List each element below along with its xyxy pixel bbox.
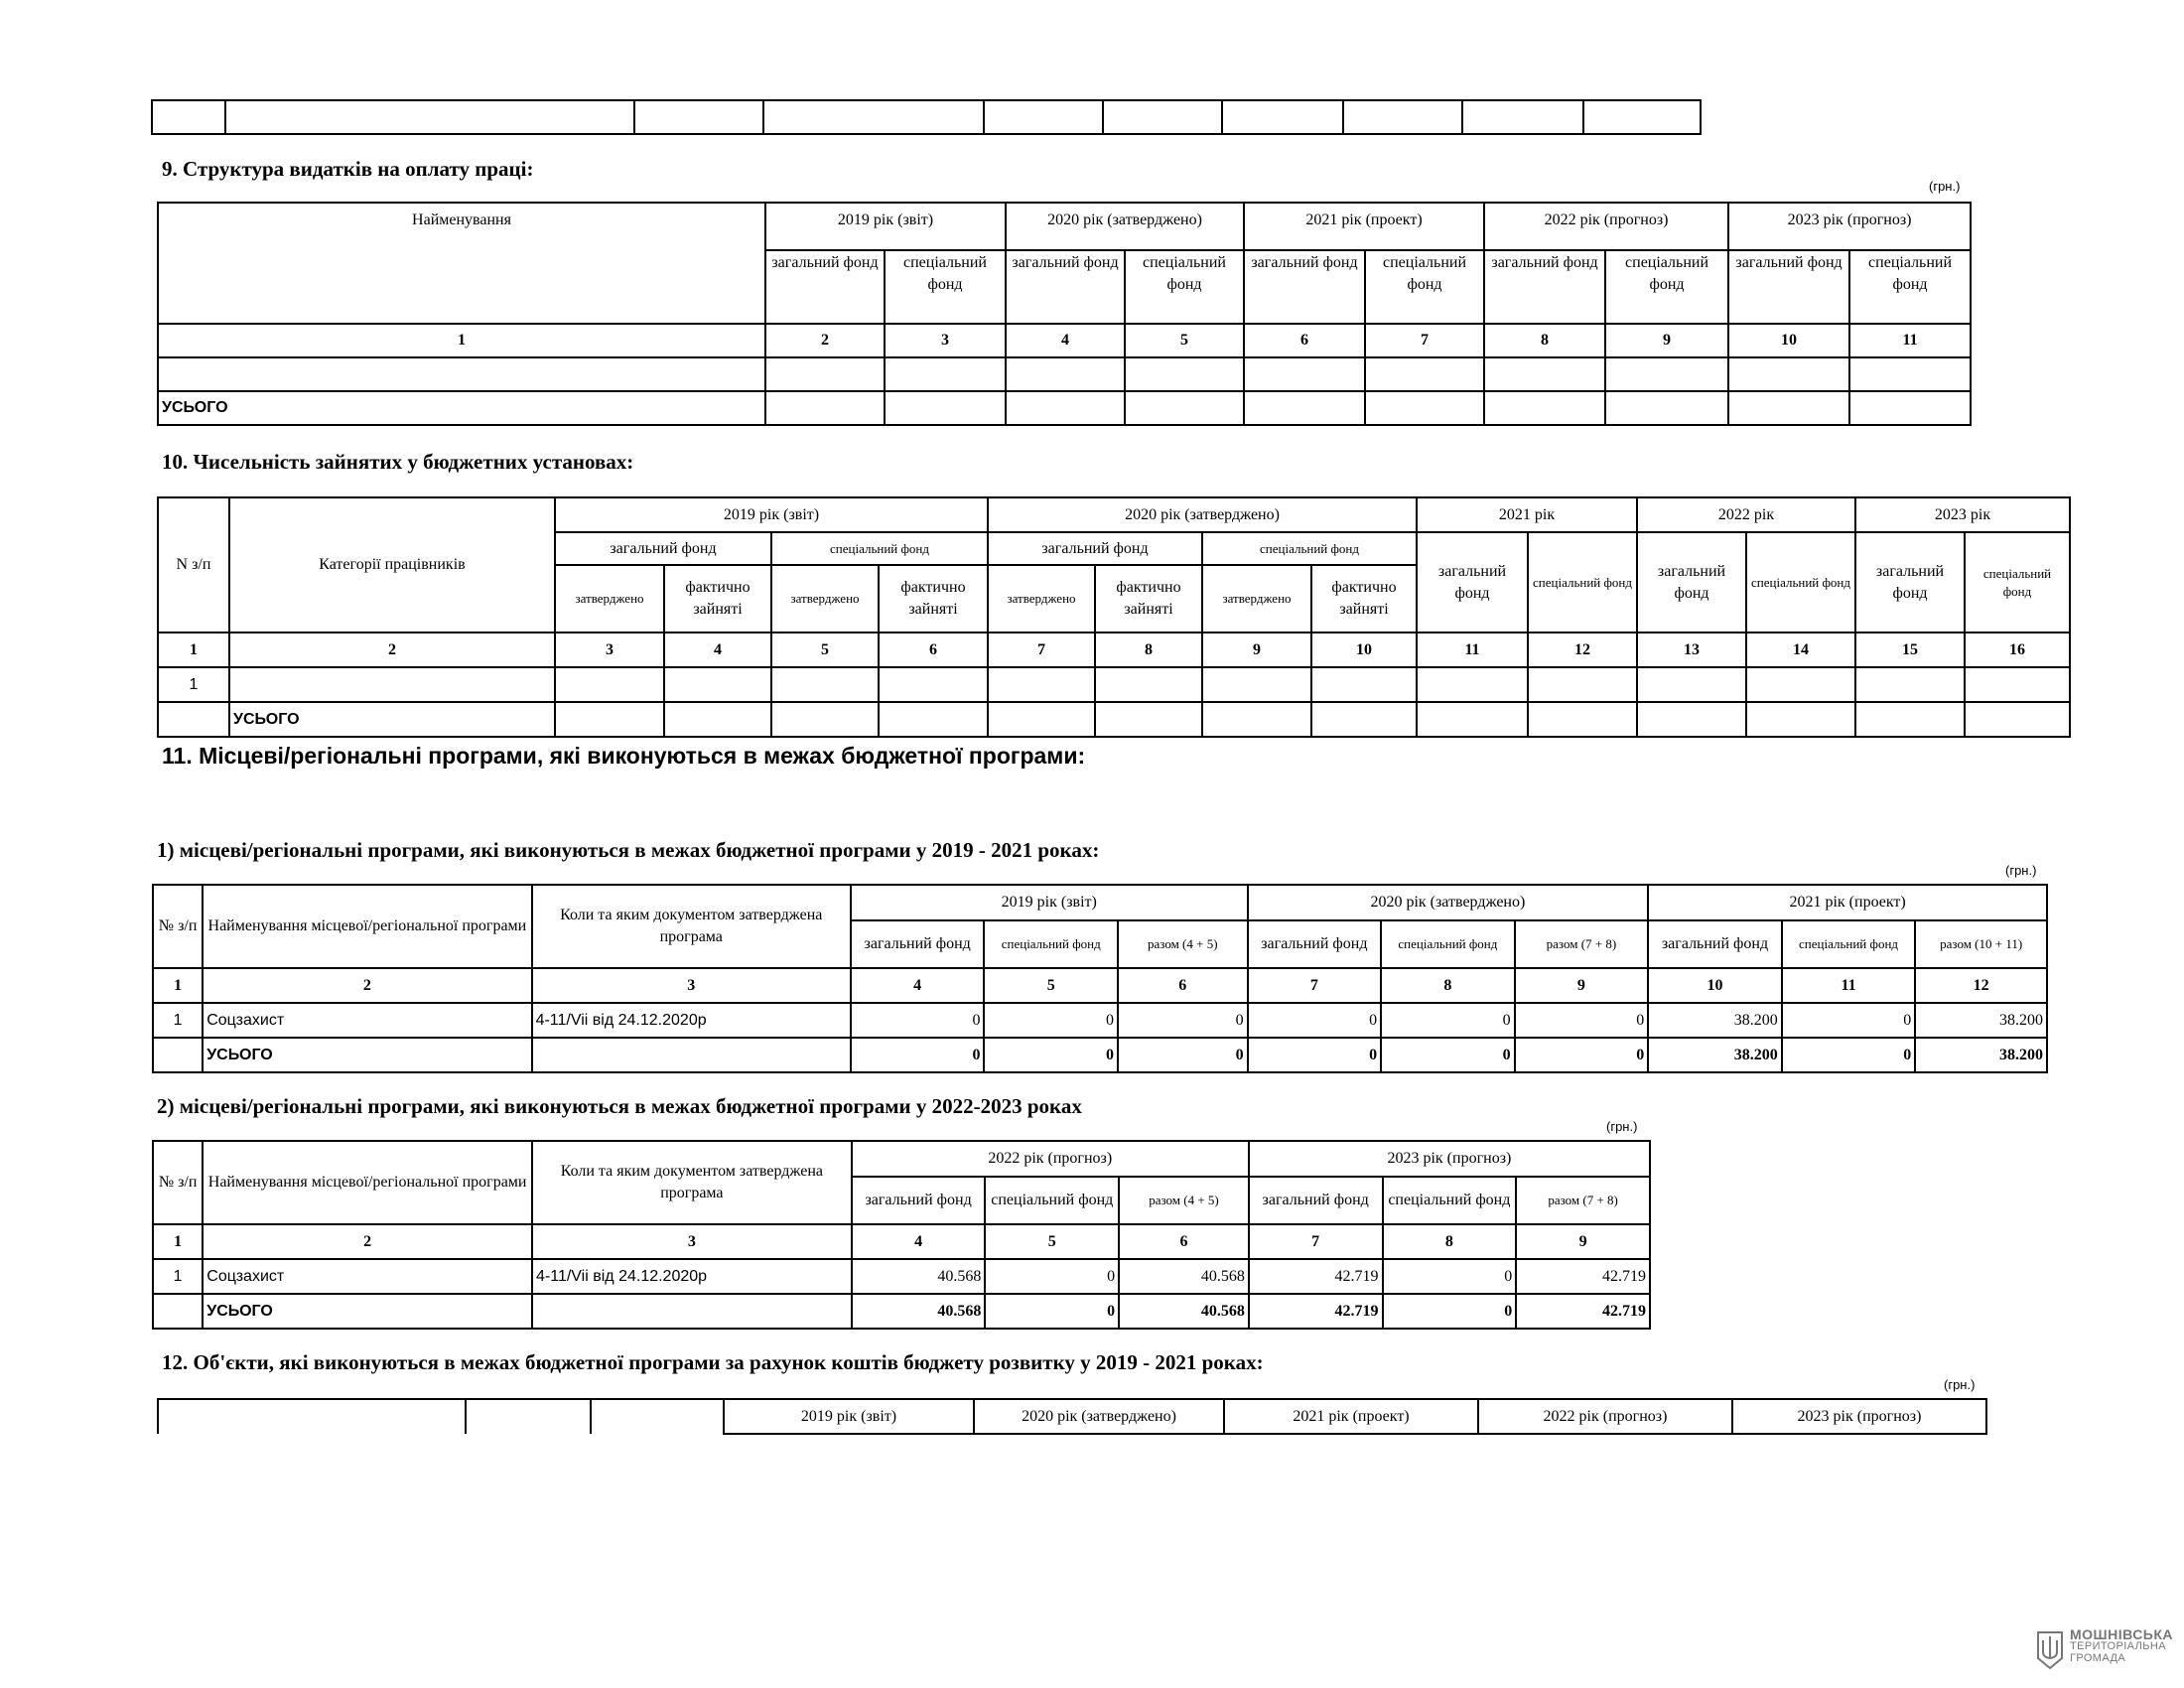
value-cell: 0 xyxy=(1118,1003,1248,1038)
header-special-fund: спеціальний фонд xyxy=(1965,532,2070,633)
community-logo xyxy=(2035,1626,2174,1672)
total-value: 42.719 xyxy=(1516,1294,1650,1329)
column-number: 15 xyxy=(1855,633,1965,667)
header-year: 2022 рік (прогноз) xyxy=(852,1141,1249,1177)
empty-cell xyxy=(1222,100,1343,134)
column-number: 6 xyxy=(879,633,988,667)
total-row xyxy=(158,702,2070,737)
header-general-fund: загальний фонд xyxy=(1244,250,1365,324)
header-year: 2020 рік (затверджено) xyxy=(988,497,1417,532)
header-approved: затверджено xyxy=(1202,565,1311,633)
header-n: № з/п xyxy=(153,1141,203,1224)
table-row xyxy=(158,667,2070,702)
header-general-fund: загальний фонд xyxy=(851,920,985,968)
column-number: 12 xyxy=(1528,633,1637,667)
section-11b-unit: (грн.) xyxy=(1606,1119,1638,1134)
total-value: 0 xyxy=(1248,1038,1382,1072)
value-cell: 38.200 xyxy=(1648,1003,1782,1038)
logo-line: ТЕРИТОРІАЛЬНА xyxy=(2070,1640,2166,1652)
column-number: 9 xyxy=(1605,324,1728,357)
header-general-fund: загальний фонд xyxy=(765,250,885,324)
total-value: 0 xyxy=(1782,1038,1916,1072)
column-number: 4 xyxy=(851,968,985,1003)
total-value: 42.719 xyxy=(1249,1294,1383,1329)
header-actual: фактично зайняті xyxy=(664,565,771,633)
header-sum: разом (7 + 8) xyxy=(1515,920,1649,968)
header-year: 2023 рік xyxy=(1855,497,2070,532)
header-year: 2020 рік (затверджено) xyxy=(1248,885,1649,920)
column-number: 1 xyxy=(153,1224,203,1259)
column-number: 2 xyxy=(229,633,555,667)
header-special-fund: спеціальний фонд xyxy=(1125,250,1244,324)
section-11b-title: 2) місцеві/регіональні програми, які виконуються в межах бюджетної програми у 2022-2023 роках xyxy=(157,1094,1082,1118)
value-cell: 40.568 xyxy=(852,1259,986,1294)
column-number: 4 xyxy=(852,1224,986,1259)
column-number: 6 xyxy=(1244,324,1365,357)
column-number: 11 xyxy=(1849,324,1971,357)
header-category: Категорії працівників xyxy=(229,497,555,633)
total-label: УСЬОГО xyxy=(203,1294,532,1329)
column-number: 16 xyxy=(1965,633,2070,667)
section-11a-title: 1) місцеві/регіональні програми, які виконуються в межах бюджетної програми у 2019 - 2021 роках: xyxy=(157,838,1100,862)
header-approved: затверджено xyxy=(988,565,1095,633)
column-number: 7 xyxy=(1249,1224,1383,1259)
column-number: 3 xyxy=(532,968,851,1003)
program-name: Соцзахист xyxy=(203,1003,531,1038)
header-general-fund: загальний фонд xyxy=(1728,250,1849,324)
header-special-fund: спеціальний фонд xyxy=(1605,250,1728,324)
header-year: 2020 рік (затверджено) xyxy=(1006,203,1244,250)
header-special-fund: спеціальний фонд xyxy=(985,1177,1119,1224)
value-cell: 0 xyxy=(1782,1003,1916,1038)
value-cell: 38.200 xyxy=(1915,1003,2047,1038)
header-n: N з/п xyxy=(158,497,229,633)
table-row xyxy=(153,1003,2047,1038)
total-value: 38.200 xyxy=(1915,1038,2047,1072)
column-number: 9 xyxy=(1202,633,1311,667)
program-document: 4-11/Vii від 24.12.2020р xyxy=(532,1003,851,1038)
header-special-fund: спеціальний фонд xyxy=(1746,532,1855,633)
column-number: 8 xyxy=(1484,324,1605,357)
value-cell: 0 xyxy=(1381,1003,1515,1038)
programs-2019-2021-table xyxy=(152,884,2048,1073)
header-general-fund: загальний фонд xyxy=(852,1177,986,1224)
row-number: 1 xyxy=(158,667,229,702)
header-special-fund: спеціальний фонд xyxy=(1849,250,1971,324)
total-value: 40.568 xyxy=(1119,1294,1249,1329)
column-number: 5 xyxy=(985,1224,1119,1259)
header-year: 2021 рік (проект) xyxy=(1224,1399,1478,1434)
column-number: 8 xyxy=(1381,968,1515,1003)
header-program-name: Найменування місцевої/регіональної програми xyxy=(203,885,531,968)
header-special-fund: спеціальний фонд xyxy=(1381,920,1515,968)
column-number: 2 xyxy=(765,324,885,357)
value-cell: 42.719 xyxy=(1249,1259,1383,1294)
objects-table xyxy=(157,1398,1987,1435)
header-year: 2022 рік (прогноз) xyxy=(1484,203,1728,250)
column-number: 3 xyxy=(885,324,1006,357)
value-cell: 0 xyxy=(851,1003,985,1038)
column-number: 11 xyxy=(1417,633,1528,667)
program-document: 4-11/Vii від 24.12.2020р xyxy=(532,1259,852,1294)
value-cell: 42.719 xyxy=(1516,1259,1650,1294)
column-number: 8 xyxy=(1383,1224,1517,1259)
value-cell: 40.568 xyxy=(1119,1259,1249,1294)
programs-2022-2023-table xyxy=(152,1140,1651,1330)
column-number: 12 xyxy=(1915,968,2047,1003)
column-number: 1 xyxy=(158,324,765,357)
column-number: 8 xyxy=(1095,633,1202,667)
column-number: 5 xyxy=(984,968,1118,1003)
header-actual: фактично зайняті xyxy=(1095,565,1202,633)
header-year: 2022 рік xyxy=(1637,497,1855,532)
header-special-fund: спеціальний фонд xyxy=(984,920,1118,968)
header-sum: разом (4 + 5) xyxy=(1118,920,1248,968)
logo-line: ГРОМАДА xyxy=(2070,1652,2126,1664)
header-sum: разом (4 + 5) xyxy=(1119,1177,1249,1224)
column-number: 11 xyxy=(1782,968,1916,1003)
row-number: 1 xyxy=(153,1003,203,1038)
column-number: 14 xyxy=(1746,633,1855,667)
column-number: 2 xyxy=(203,1224,532,1259)
total-row xyxy=(158,391,1971,425)
column-number: 7 xyxy=(988,633,1095,667)
header-approved: затверджено xyxy=(555,565,664,633)
empty-cell xyxy=(763,100,984,134)
total-value: 0 xyxy=(984,1038,1118,1072)
table-row xyxy=(153,1259,1650,1294)
header-name: Найменування xyxy=(158,203,765,324)
total-label: УСЬОГО xyxy=(158,391,765,425)
header-special-fund: спеціальний фонд xyxy=(1782,920,1916,968)
empty-cell xyxy=(634,100,763,134)
empty-cell xyxy=(591,1399,724,1434)
header-year: 2021 рік (проект) xyxy=(1648,885,2047,920)
wage-structure-table xyxy=(157,202,1972,426)
header-year: 2021 рік xyxy=(1417,497,1637,532)
column-number: 4 xyxy=(664,633,771,667)
header-general-fund: загальний фонд xyxy=(1006,250,1125,324)
empty-cell xyxy=(225,100,634,134)
header-program-name: Найменування місцевої/регіональної програми xyxy=(203,1141,532,1224)
total-value: 0 xyxy=(1118,1038,1248,1072)
header-special-fund: спеціальний фонд xyxy=(1383,1177,1517,1224)
empty-cell xyxy=(152,100,225,134)
logo-line: МОШНІВСЬКА xyxy=(2070,1626,2174,1642)
value-cell: 0 xyxy=(984,1003,1118,1038)
header-year: 2019 рік (звіт) xyxy=(555,497,988,532)
value-cell: 0 xyxy=(1515,1003,1649,1038)
column-number: 5 xyxy=(771,633,879,667)
total-label: УСЬОГО xyxy=(203,1038,531,1072)
staff-count-table xyxy=(157,496,2071,738)
header-general-fund: загальний фонд xyxy=(1648,920,1782,968)
header-general-fund: загальний фонд xyxy=(1248,920,1382,968)
column-number: 1 xyxy=(153,968,203,1003)
column-number: 6 xyxy=(1119,1224,1249,1259)
value-cell: 0 xyxy=(1383,1259,1517,1294)
empty-cell xyxy=(1103,100,1222,134)
section-9-unit: (грн.) xyxy=(1929,179,1961,194)
total-label: УСЬОГО xyxy=(229,702,555,737)
header-special-fund: спеціальний фонд xyxy=(1528,532,1637,633)
header-special-fund: спеціальний фонд xyxy=(771,532,988,565)
header-year: 2023 рік (прогноз) xyxy=(1249,1141,1650,1177)
total-value: 0 xyxy=(851,1038,985,1072)
column-number: 3 xyxy=(555,633,664,667)
trident-icon xyxy=(2035,1630,2065,1670)
total-row xyxy=(153,1294,1650,1329)
header-sum: разом (10 + 11) xyxy=(1915,920,2047,968)
column-number: 2 xyxy=(203,968,531,1003)
header-special-fund: спеціальний фонд xyxy=(885,250,1006,324)
header-general-fund: загальний фонд xyxy=(1637,532,1746,633)
header-actual: фактично зайняті xyxy=(1311,565,1417,633)
section-12-title: 12. Об'єкти, які виконуються в межах бюджетної програми за рахунок коштів бюджету розвитку у 2019 - 2021 роках: xyxy=(162,1350,1264,1374)
header-actual: фактично зайняті xyxy=(879,565,988,633)
empty-cell xyxy=(1343,100,1462,134)
row-number: 1 xyxy=(153,1259,203,1294)
header-year: 2021 рік (проект) xyxy=(1244,203,1484,250)
total-value: 0 xyxy=(985,1294,1119,1329)
empty-cell xyxy=(466,1399,591,1434)
section-9-title: 9. Структура видатків на оплату праці: xyxy=(162,157,534,181)
column-number: 10 xyxy=(1648,968,1782,1003)
header-special-fund: спеціальний фонд xyxy=(1202,532,1417,565)
section-12-unit: (грн.) xyxy=(1944,1377,1976,1392)
column-number: 1 xyxy=(158,633,229,667)
column-number: 5 xyxy=(1125,324,1244,357)
total-row xyxy=(153,1038,2047,1072)
section-11-title: 11. Місцеві/регіональні програми, які виконуються в межах бюджетної програми: xyxy=(162,743,1086,769)
total-value: 0 xyxy=(1515,1038,1649,1072)
header-special-fund: спеціальний фонд xyxy=(1365,250,1484,324)
top-empty-row-table xyxy=(151,99,1702,135)
header-year: 2023 рік (прогноз) xyxy=(1728,203,1971,250)
program-name: Соцзахист xyxy=(203,1259,532,1294)
header-general-fund: загальний фонд xyxy=(1249,1177,1383,1224)
header-general-fund: загальний фонд xyxy=(1855,532,1965,633)
total-value: 38.200 xyxy=(1648,1038,1782,1072)
header-general-fund: загальний фонд xyxy=(988,532,1202,565)
header-general-fund: загальний фонд xyxy=(555,532,771,565)
column-number: 10 xyxy=(1728,324,1849,357)
column-number: 7 xyxy=(1248,968,1382,1003)
column-number: 9 xyxy=(1516,1224,1650,1259)
header-year: 2020 рік (затверджено) xyxy=(974,1399,1224,1434)
header-year: 2019 рік (звіт) xyxy=(765,203,1006,250)
header-document: Коли та яким документом затверджена програма xyxy=(532,885,851,968)
value-cell: 0 xyxy=(1248,1003,1382,1038)
empty-cell xyxy=(158,1399,466,1434)
column-number: 13 xyxy=(1637,633,1746,667)
total-value: 0 xyxy=(1381,1038,1515,1072)
column-number: 9 xyxy=(1515,968,1649,1003)
header-year: 2023 рік (прогноз) xyxy=(1732,1399,1986,1434)
header-approved: затверджено xyxy=(771,565,879,633)
header-year: 2019 рік (звіт) xyxy=(851,885,1248,920)
table-row xyxy=(158,357,1971,391)
empty-cell xyxy=(1583,100,1701,134)
empty-cell xyxy=(1462,100,1583,134)
column-number: 3 xyxy=(532,1224,852,1259)
section-11a-unit: (грн.) xyxy=(2005,863,2037,878)
column-number: 7 xyxy=(1365,324,1484,357)
total-value: 40.568 xyxy=(852,1294,986,1329)
header-year: 2019 рік (звіт) xyxy=(724,1399,974,1434)
header-n: № з/п xyxy=(153,885,203,968)
logo-text xyxy=(2070,1628,2173,1664)
header-year: 2022 рік (прогноз) xyxy=(1478,1399,1732,1434)
header-general-fund: загальний фонд xyxy=(1484,250,1605,324)
header-general-fund: загальний фонд xyxy=(1417,532,1528,633)
total-value: 0 xyxy=(1383,1294,1517,1329)
value-cell: 0 xyxy=(985,1259,1119,1294)
column-number: 6 xyxy=(1118,968,1248,1003)
column-number: 10 xyxy=(1311,633,1417,667)
section-10-title: 10. Чисельність зайнятих у бюджетних установах: xyxy=(162,450,634,474)
column-number: 4 xyxy=(1006,324,1125,357)
empty-cell xyxy=(984,100,1103,134)
header-document: Коли та яким документом затверджена програма xyxy=(532,1141,852,1224)
header-sum: разом (7 + 8) xyxy=(1516,1177,1650,1224)
